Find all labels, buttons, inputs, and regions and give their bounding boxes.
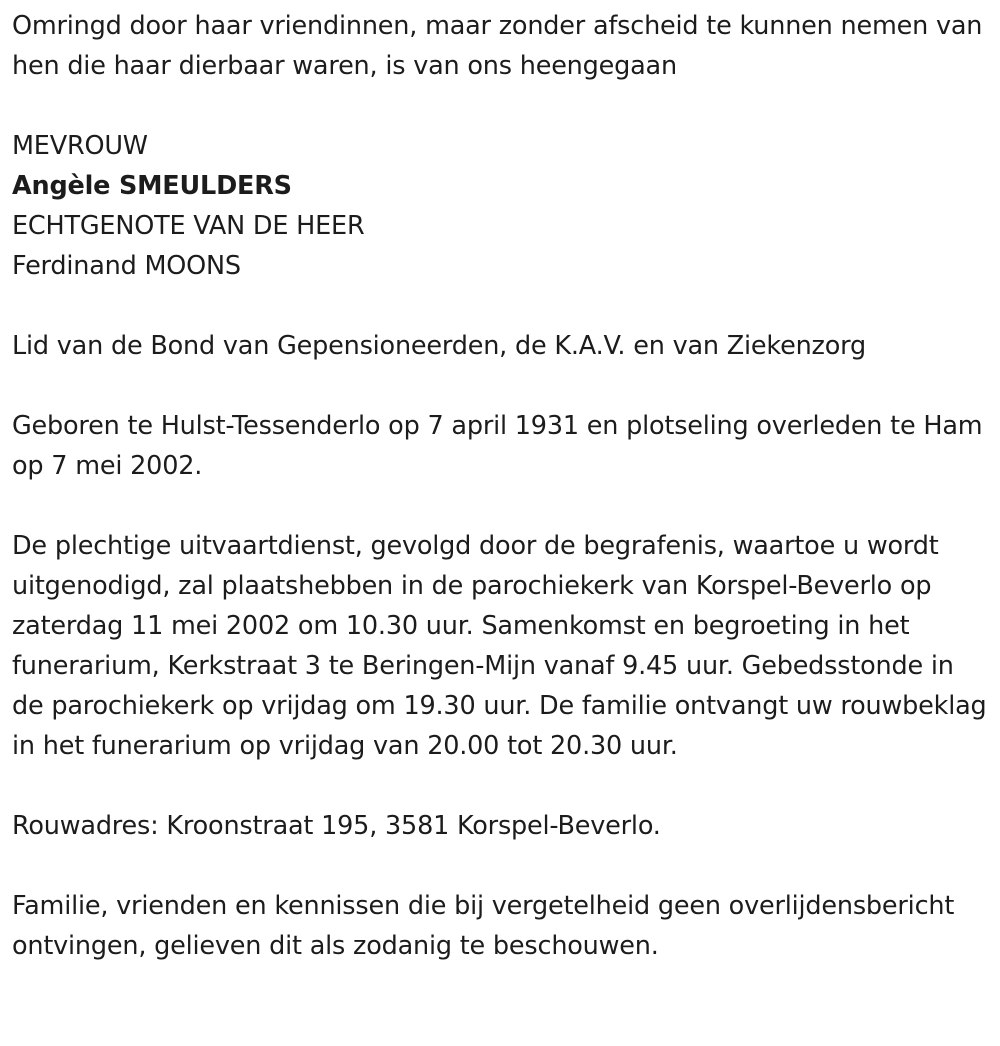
honorific-title: MEVROUW <box>12 131 148 161</box>
spacer <box>12 766 988 806</box>
closing-paragraph: Familie, vrienden en kennissen die bij vergetelheid geen overlijdensbericht ontvingen, gelieven dit als zodanig te beschouwen. <box>12 891 955 961</box>
relation-line: ECHTGENOTE VAN DE HEER <box>12 211 365 241</box>
deceased-name: Angèle SMEULDERS <box>12 171 292 201</box>
birth-death-paragraph: Geboren te Hulst-Tessenderlo op 7 april 1931 en plotseling overleden te Ham op 7 mei 2002. <box>12 411 983 481</box>
intro-paragraph: Omringd door haar vriendinnen, maar zonder afscheid te kunnen nemen van hen die haar dierbaar waren, is van ons heengegaan <box>12 11 983 81</box>
spouse-name: Ferdinand MOONS <box>12 251 241 281</box>
spacer <box>12 846 988 886</box>
funeral-paragraph: De plechtige uitvaartdienst, gevolgd door de begrafenis, waartoe u wordt uitgenodigd, zal plaatshebben in de parochiekerk van Korspel-Beverlo op zaterdag 11 mei 2002 om 10.30 uur. Samenkomst en begroeting in het funerarium, Kerkstraat 3 te Beringen-Mijn vanaf 9.45 uur. Gebedsstonde in de parochiekerk op vrijdag om 19.30 uur. De familie ontvangt uw rouwbeklag in het funerarium op vrijdag van 20.00 tot 20.30 uur. <box>12 531 987 761</box>
membership-paragraph: Lid van de Bond van Gepensioneerden, de K.A.V. en van Ziekenzorg <box>12 331 866 361</box>
spacer <box>12 86 988 126</box>
spacer <box>12 486 988 526</box>
spacer <box>12 366 988 406</box>
spacer <box>12 286 988 326</box>
address-paragraph: Rouwadres: Kroonstraat 195, 3581 Korspel-Beverlo. <box>12 811 661 841</box>
